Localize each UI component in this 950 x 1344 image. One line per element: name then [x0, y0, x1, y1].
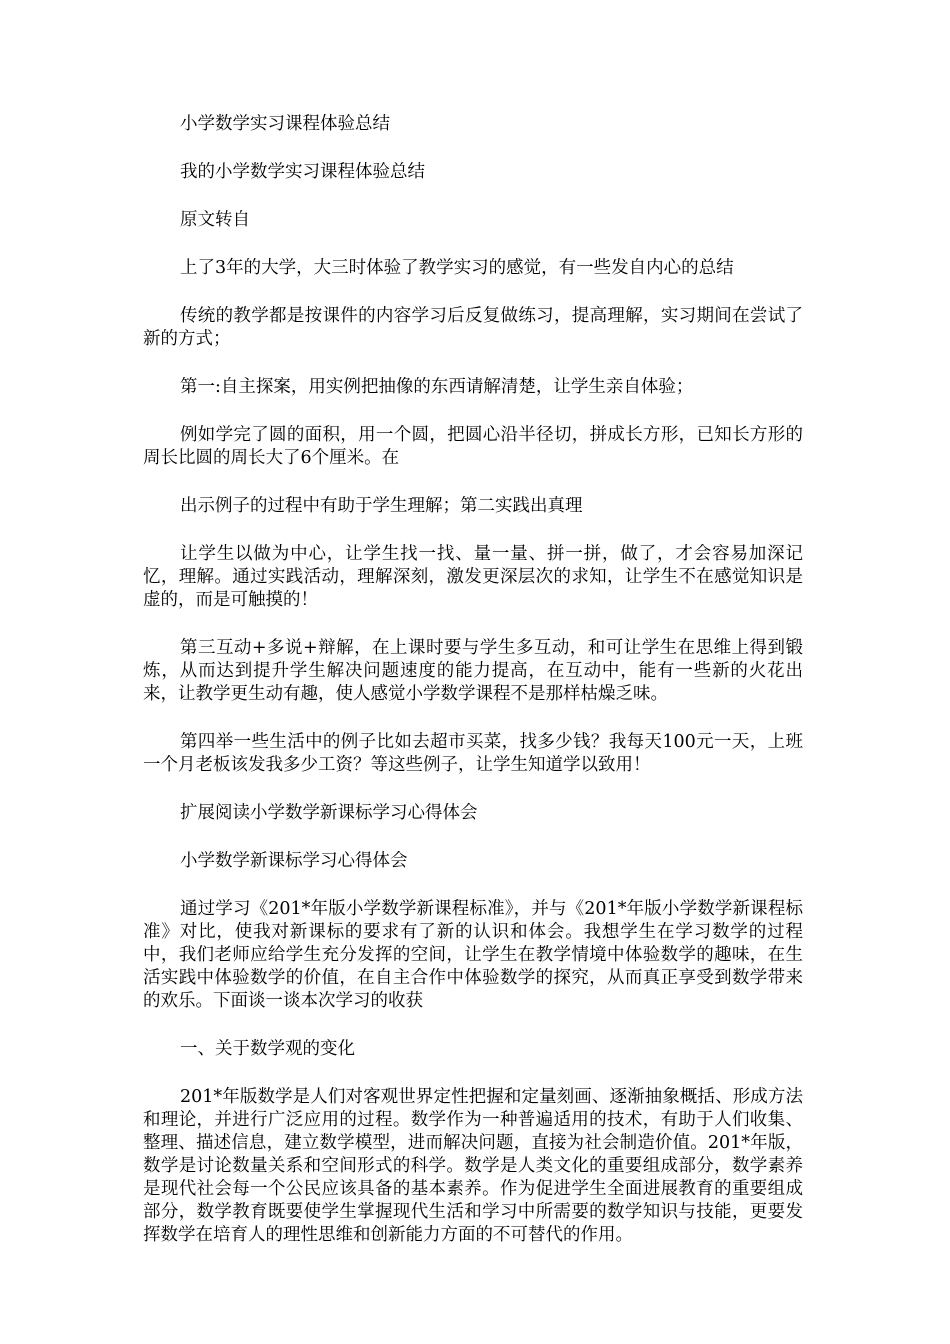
section-heading: 一、关于数学观的变化 — [180, 1039, 355, 1059]
document-subtitle: 我的小学数学实习课程体验总结 — [180, 162, 425, 182]
document-body — [143, 113, 803, 1272]
paragraph: 传统的教学都是按课件的内容学习后反复做练习，提高理解，实习期间在尝试了新的方式； — [143, 306, 803, 349]
paragraph: 第一:自主探案，用实例把抽像的东西请解清楚，让学生亲自体验； — [180, 377, 694, 397]
document-title: 小学数学实习课程体验总结 — [180, 114, 390, 134]
paragraph: 第四举一些生活中的例子比如去超市买菜，找多少钱？我每天100元一天，上班一个月老板该发我多少工资？等这些例子，让学生知道学以致用！ — [143, 732, 803, 775]
paragraph: 出示例子的过程中有助于学生理解；第二实践出真理 — [180, 496, 583, 516]
paragraph: 通过学习《201*年版小学数学新课程标准》，并与《201*年版小学数学新课程标准》对比，使我对新课标的要求有了新的认识和体会。我想学生在学习数学的过程中，我们老师应给学生充分发挥的空间，让学生在教学情境中体验数学的趣味，在生活实践中体验数学的价值，在自主合作中体验数学的探究，从而真正享受到数学带来的欢乐。下面谈一谈本次学习的收获 — [143, 899, 803, 1011]
paragraph: 上了3年的大学，大三时体验了教学实习的感觉，有一些发自内心的总结 — [180, 258, 734, 278]
section-heading: 扩展阅读小学数学新课标学习心得体会 — [180, 803, 478, 823]
paragraph: 让学生以做为中心，让学生找一找、量一量、拼一拼，做了，才会容易加深记忆，理解。通过实践活动，理解深刻，激发更深层次的求知，让学生不在感觉知识是虚的，而是可触摸的！ — [143, 544, 803, 610]
paragraph: 例如学完了圆的面积，用一个圆，把圆心沿半径切，拼成长方形，已知长方形的周长比圆的周长大了6个厘米。在 — [143, 425, 803, 468]
section-heading: 小学数学新课标学习心得体会 — [180, 851, 408, 871]
paragraph: 第三互动+多说+辩解，在上课时要与学生多互动，和可让学生在思维上得到锻炼，从而达到提升学生解决问题速度的能力提高，在互动中，能有一些新的火花出来，让教学更生动有趣，使人感觉小学数学课程不是那样枯燥乏味。 — [143, 638, 803, 704]
source-note: 原文转自 — [180, 210, 250, 230]
paragraph: 201*年版数学是人们对客观世界定性把握和定量刻画、逐渐抽象概括、形成方法和理论，并进行广泛应用的过程。数学作为一种普遍适用的技术，有助于人们收集、整理、描述信息，建立数学模型，进而解决问题，直接为社会制造价值。201*年版，数学是讨论数量关系和空间形式的科学。数学是人类文化的重要组成部分，数学素养是现代社会每一个公民应该具备的基本素养。作为促进学生全面进展教育的重要组成部分，数学教育既要使学生掌握现代生活和学习中所需要的数学知识与技能，更要发挥数学在培育人的理性思维和创新能力方面的不可替代的作用。 — [143, 1087, 803, 1245]
